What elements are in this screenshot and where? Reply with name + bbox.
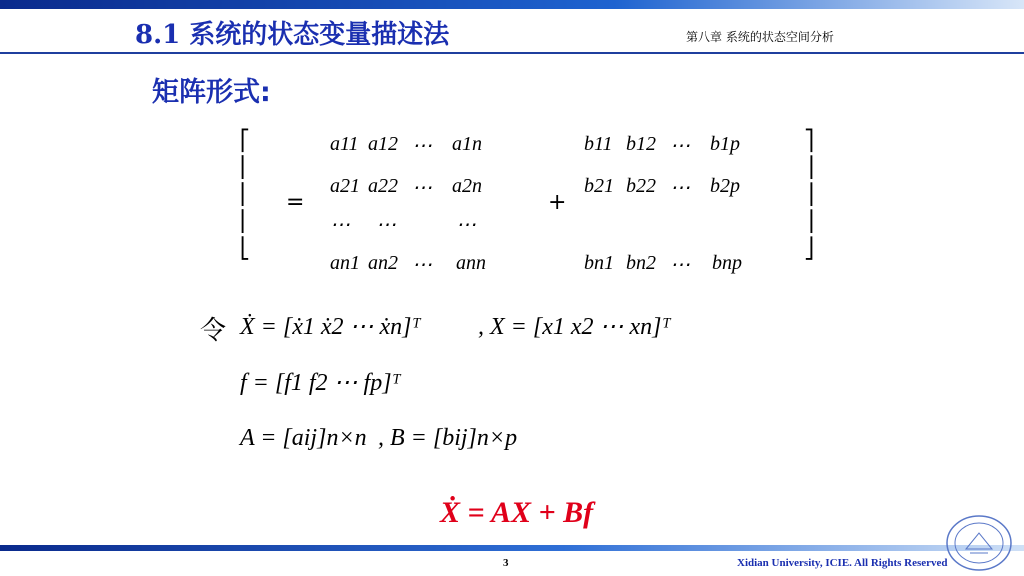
right-bracket-icon: ⎥ xyxy=(804,209,814,233)
a-definition: A = [aij]n×n xyxy=(240,425,367,451)
f-definition: f = [f1 f2 ⋯ fp]ᵀ xyxy=(240,370,401,396)
b-matrix-cell: bn2 xyxy=(626,252,656,274)
a-matrix-cell: ⋯ xyxy=(330,214,350,236)
state-equation: Ẋ = AX + Bf xyxy=(440,496,594,529)
xdot-definition: Ẋ = [ẋ1 ẋ2 ⋯ ẋn]ᵀ xyxy=(240,314,421,340)
a-matrix-cell: ann xyxy=(456,252,486,274)
b-definition: , B = [bij]n×p xyxy=(378,425,518,451)
a-matrix-cell: a1n xyxy=(452,133,482,155)
page-number: 3 xyxy=(503,557,509,569)
b-matrix-cell: ⋯ xyxy=(670,254,690,276)
x-definition: , X = [x1 x2 ⋯ xn]ᵀ xyxy=(478,314,671,340)
a-matrix-cell: a11 xyxy=(330,133,359,155)
header-gradient-bar xyxy=(0,0,1024,9)
a-matrix-cell: ⋯ xyxy=(412,135,432,157)
right-bracket-icon: ⎥ xyxy=(804,182,814,206)
a-matrix-cell: a22 xyxy=(368,175,398,197)
b-matrix-cell: bn1 xyxy=(584,252,614,274)
b-matrix-cell: b1p xyxy=(710,133,740,155)
right-bracket-icon: ⎤ xyxy=(804,128,814,152)
slide-title: 8.1 系统的状态变量描述法 xyxy=(135,20,450,50)
a-matrix-cell: a12 xyxy=(368,133,398,155)
b-matrix-cell: bnp xyxy=(712,252,742,274)
plus-sign: + xyxy=(548,190,567,215)
title-rule xyxy=(0,52,1024,54)
b-matrix-cell: b2p xyxy=(710,175,740,197)
a-matrix-cell: an2 xyxy=(368,252,398,274)
left-bracket-icon: ⎢ xyxy=(240,209,250,233)
university-seal-icon xyxy=(944,513,1014,573)
b-matrix-cell: b12 xyxy=(626,133,656,155)
a-matrix-cell: an1 xyxy=(330,252,360,274)
let-keyword: 令 xyxy=(200,316,227,346)
a-matrix-cell: ⋯ xyxy=(456,214,476,236)
a-matrix-cell: a2n xyxy=(452,175,482,197)
a-matrix-cell: ⋯ xyxy=(376,214,396,236)
b-matrix-cell: ⋯ xyxy=(670,177,690,199)
a-matrix-cell: ⋯ xyxy=(412,254,432,276)
equals-sign: = xyxy=(286,190,305,215)
b-matrix-cell: b11 xyxy=(584,133,613,155)
left-bracket-icon: ⎢ xyxy=(240,182,250,206)
left-bracket-icon: ⎣ xyxy=(240,236,250,260)
b-matrix-cell: b22 xyxy=(626,175,656,197)
left-bracket-icon: ⎡ xyxy=(240,128,250,152)
footer-gradient-bar xyxy=(0,545,1024,551)
section-subtitle: 矩阵形式: xyxy=(152,77,271,108)
chapter-label: 第八章 系统的状态空间分析 xyxy=(686,30,834,44)
b-matrix-cell: b21 xyxy=(584,175,614,197)
copyright-text: Xidian University, ICIE. All Rights Reserved xyxy=(737,557,948,569)
right-bracket-icon: ⎦ xyxy=(804,236,814,260)
a-matrix-cell: a21 xyxy=(330,175,360,197)
right-bracket-icon: ⎥ xyxy=(804,155,814,179)
left-bracket-icon: ⎢ xyxy=(240,155,250,179)
header-divider xyxy=(0,9,1024,12)
b-matrix-cell: ⋯ xyxy=(670,135,690,157)
a-matrix-cell: ⋯ xyxy=(412,177,432,199)
